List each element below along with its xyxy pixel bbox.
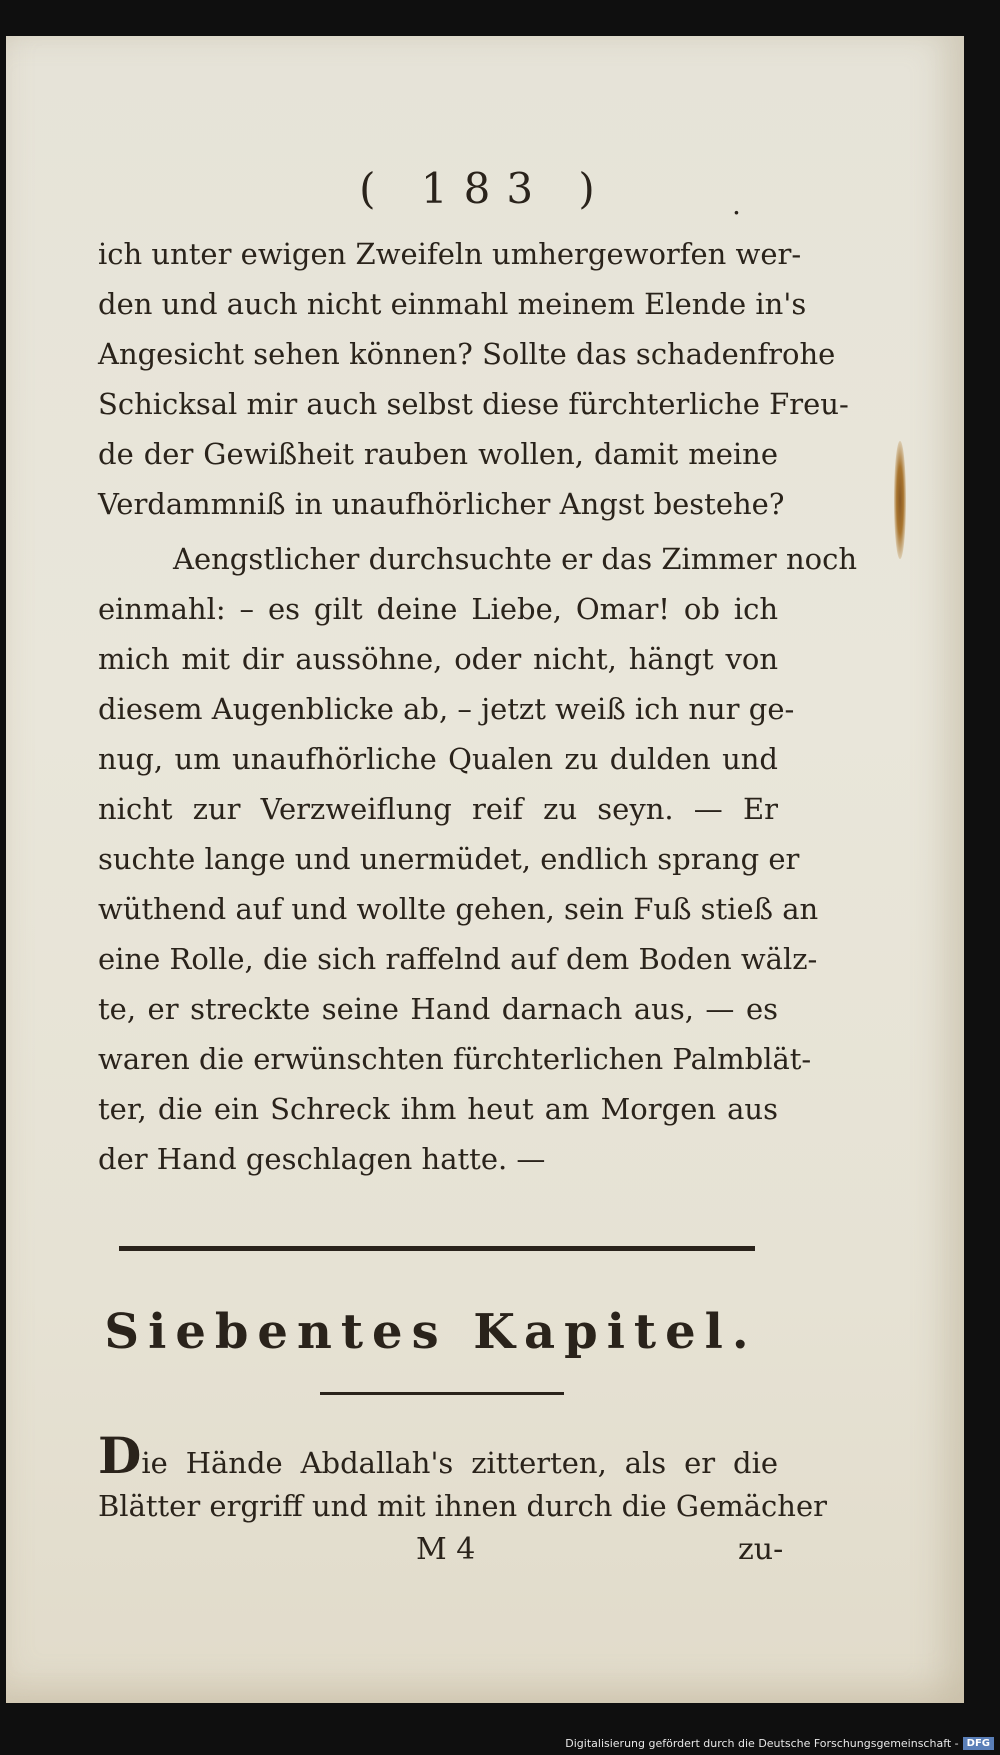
text-line: Blätter ergriff und mit ihnen durch die Gemächer: [98, 1489, 827, 1523]
page-number: ( 183 ): [359, 164, 611, 213]
text-line: einmahl: – es gilt deine Liebe, Omar! ob ich: [98, 592, 778, 626]
text-line: [98, 1426, 778, 1485]
text-line: ich unter ewigen Zweifeln umhergeworfen wer-: [98, 237, 802, 271]
page-stain: [894, 441, 906, 559]
text-line: suchte lange und unermüdet, endlich sprang er: [98, 842, 800, 876]
text-line: diesem Augenblicke ab, – jetzt weiß ich nur ge-: [98, 692, 795, 726]
text-line: Aengstlicher durchsuchte er das Zimmer noch: [173, 542, 858, 576]
text-line: waren die erwünschten fürchterlichen Palmblät-: [98, 1042, 812, 1076]
paragraph-1: [98, 229, 849, 529]
text-line: Angesicht sehen können? Sollte das schadenfrohe: [98, 337, 836, 371]
text-line: te, er streckte seine Hand darnach aus, — es: [98, 992, 778, 1026]
text-line: nug, um unaufhörliche Qualen zu dulden und: [98, 742, 778, 776]
text-line: wüthend auf und wollte gehen, sein Fuß stieß an: [98, 892, 819, 926]
text-line-rest: ie Hände Abdallah's zitterten, als er die: [141, 1446, 778, 1480]
text-line: der Hand geschlagen hatte. —: [98, 1142, 546, 1176]
catchword: zu-: [738, 1532, 784, 1567]
footer-text: Digitalisierung gefördert durch die Deutsche Forschungsgemeinschaft -: [565, 1737, 959, 1750]
heading-underline: [320, 1392, 564, 1395]
text-line: ter, die ein Schreck ihm heut am Morgen aus: [98, 1092, 778, 1126]
digitization-footer: [565, 1737, 994, 1750]
chapter-heading: Siebentes Kapitel.: [104, 1304, 758, 1360]
dfg-logo: DFG: [963, 1737, 994, 1750]
text-line: Verdammniß in unaufhörlicher Angst bestehe?: [98, 487, 785, 521]
paragraph-2: [98, 534, 858, 1184]
drop-cap: D: [98, 1426, 142, 1485]
text-line: de der Gewißheit rauben wollen, damit meine: [98, 437, 778, 471]
section-divider: [119, 1246, 755, 1251]
text-line: eine Rolle, die sich raffelnd auf dem Boden wälz-: [98, 942, 818, 976]
text-line: mich mit dir aussöhne, oder nicht, hängt von: [98, 642, 778, 676]
page-dot: .: [732, 188, 741, 221]
book-page: [6, 36, 964, 1703]
signature-mark: M 4: [416, 1532, 476, 1567]
text-line: Schicksal mir auch selbst diese fürchterliche Freu-: [98, 387, 849, 421]
text-line: den und auch nicht einmahl meinem Elende in's: [98, 287, 807, 321]
text-line: nicht zur Verzweiflung reif zu seyn. — Er: [98, 792, 778, 826]
paragraph-3: [98, 1426, 827, 1531]
